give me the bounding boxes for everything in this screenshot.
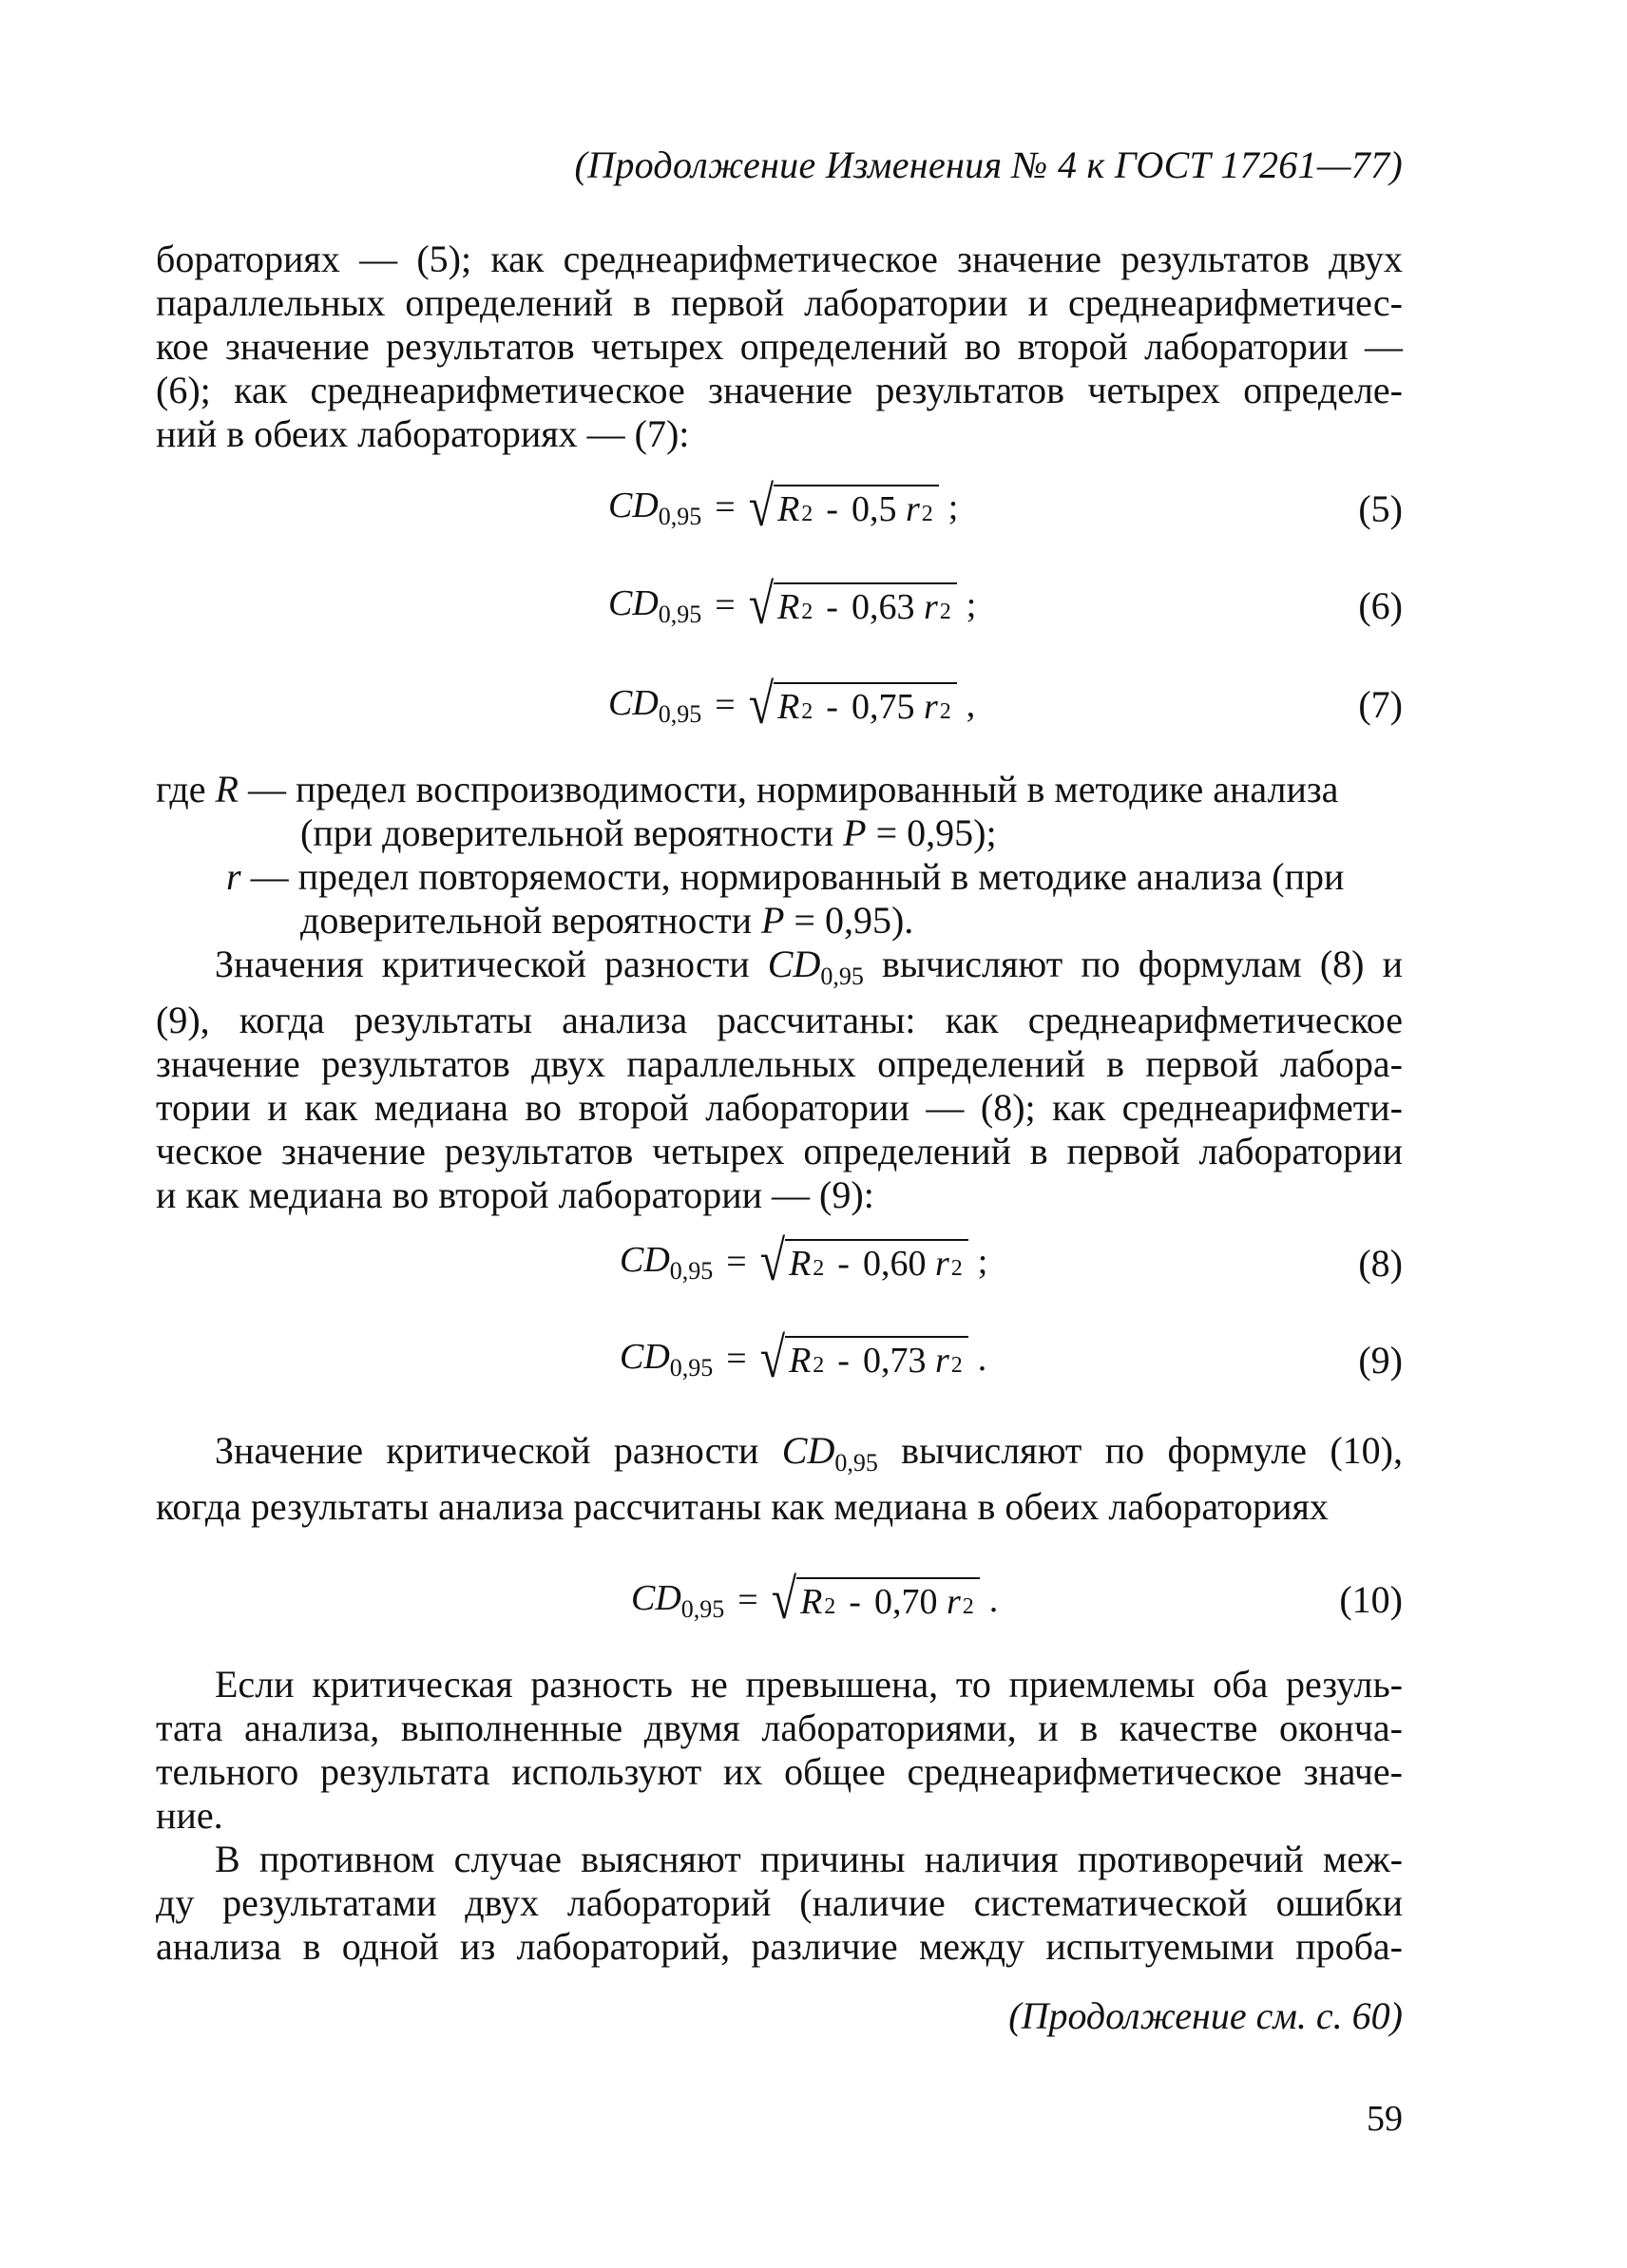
- text-line: кое значение результатов четырех определений во второй лаборатории —: [156, 325, 1403, 368]
- text-line: Значения критической разности $CD_{0,95}$ вычисляют по формулам (8) и: [215, 943, 1403, 990]
- equation-number: (7): [1358, 683, 1403, 726]
- square-root: √ R 2 - 0,73 r 2: [760, 1336, 968, 1382]
- text-line: Значение критической разности $CD_{0,95}$ вычисляют по формуле (10),: [215, 1429, 1403, 1477]
- paragraph-5: [156, 1838, 1403, 1969]
- square-root: √ R 2 - 0,75 r 2: [749, 682, 957, 728]
- text-line: ческое значение результатов четырех определений в первой лаборатории: [156, 1130, 1403, 1172]
- paragraph-4: [156, 1663, 1403, 1838]
- formula-lhs: $CD_{0,95}$: [608, 485, 702, 530]
- equals-sign: =: [726, 1242, 747, 1282]
- equation-number: (9): [1358, 1339, 1403, 1382]
- equation-number: (8): [1358, 1242, 1403, 1285]
- text-line: анализа в одной из лабораторий, различие между испытуемыми проба-: [156, 1925, 1403, 1968]
- text-line: параллельных определений в первой лаборатории и среднеарифметичес-: [156, 281, 1403, 324]
- square-root: √ R 2 - 0,63 r 2: [749, 582, 957, 628]
- text-line: (6); как среднеарифметическое значение результатов четырех определе-: [156, 369, 1403, 411]
- definition-r-line-1: r — предел повторяемости, нормированный в методике анализа (при: [226, 855, 1345, 898]
- text-line: и как медиана во второй лаборатории — (9):: [156, 1173, 874, 1216]
- text-line: (9), когда результаты анализа рассчитаны: как среднеарифметическое: [156, 999, 1403, 1041]
- page-header: (Продолжение Изменения № 4 к ГОСТ 17261—77): [574, 143, 1403, 186]
- formula-5: $CD_{0,95}$ = √ R 2 - 0,5 r 2 ;: [608, 475, 959, 539]
- formula-6: $CD_{0,95}$ = √ R 2 - 0,63 r 2 ;: [608, 573, 977, 637]
- text-line: бораториях — (5); как среднеарифметическое значение результатов двух: [156, 238, 1403, 280]
- text-line: тории и как медиана во второй лаборатории — (8); как среднеарифмети-: [156, 1086, 1403, 1129]
- formula-lhs: $CD_{0,95}$: [620, 1239, 714, 1285]
- text-line: ду результатами двух лабораторий (наличие систематической ошибки: [156, 1881, 1403, 1924]
- equals-sign: =: [715, 685, 736, 725]
- text-line: тельного результата используют их общее среднеарифметическое значе-: [156, 1750, 1403, 1793]
- text-line: ний в обеих лабораториях — (7):: [156, 412, 690, 455]
- text-line: тата анализа, выполненные двумя лабораториями, и в качестве оконча-: [156, 1706, 1403, 1749]
- equals-sign: =: [737, 1580, 758, 1620]
- formula-lhs: $CD_{0,95}$: [608, 682, 702, 728]
- text-line: Если критическая разность не превышена, то приемлемы оба резуль-: [215, 1663, 1403, 1706]
- text-line: когда результаты анализа рассчитаны как медиана в обеих лабораториях: [156, 1485, 1329, 1528]
- formula-7: $CD_{0,95}$ = √ R 2 - 0,75 r 2 ,: [608, 673, 976, 736]
- equation-number: (5): [1358, 487, 1403, 530]
- definition-r-line-2: доверительной вероятности P = 0,95).: [300, 899, 914, 942]
- paragraph-3: [156, 1429, 1403, 1529]
- formula-8: $CD_{0,95}$ = √ R 2 - 0,60 r 2 ;: [620, 1229, 988, 1293]
- formula-9: $CD_{0,95}$ = √ R 2 - 0,73 r 2 .: [620, 1326, 987, 1390]
- equals-sign: =: [726, 1339, 747, 1379]
- paragraph-1: [156, 238, 1403, 456]
- equals-sign: =: [715, 487, 736, 527]
- text-line: ние.: [156, 1794, 223, 1837]
- equation-number: (10): [1339, 1578, 1403, 1621]
- square-root: √ R 2 - 0,60 r 2: [760, 1239, 968, 1285]
- formula-10: $CD_{0,95}$ = √ R 2 - 0,70 r 2 .: [631, 1568, 999, 1631]
- definition-R-line-1: где R — предел воспроизводимости, нормированный в методике анализа: [156, 768, 1339, 810]
- formula-lhs: $CD_{0,95}$: [608, 582, 702, 628]
- continuation-note: (Продолжение см. с. 60): [1008, 1994, 1403, 2037]
- formula-lhs: $CD_{0,95}$: [631, 1577, 725, 1623]
- formula-lhs: $CD_{0,95}$: [620, 1336, 714, 1382]
- page-number: 59: [1367, 2099, 1403, 2139]
- square-root: √ R 2 - 0,5 r 2: [749, 485, 939, 530]
- definition-R-line-2: (при доверительной вероятности P = 0,95);: [300, 811, 997, 854]
- equation-number: (6): [1358, 584, 1403, 627]
- equals-sign: =: [715, 585, 736, 625]
- text-line: значение результатов двух параллельных определений в первой лабора-: [156, 1042, 1403, 1085]
- square-root: √ R 2 - 0,70 r 2: [772, 1577, 980, 1623]
- text-line: В противном случае выясняют причины наличия противоречий меж-: [215, 1838, 1403, 1880]
- paragraph-2: [156, 943, 1403, 1217]
